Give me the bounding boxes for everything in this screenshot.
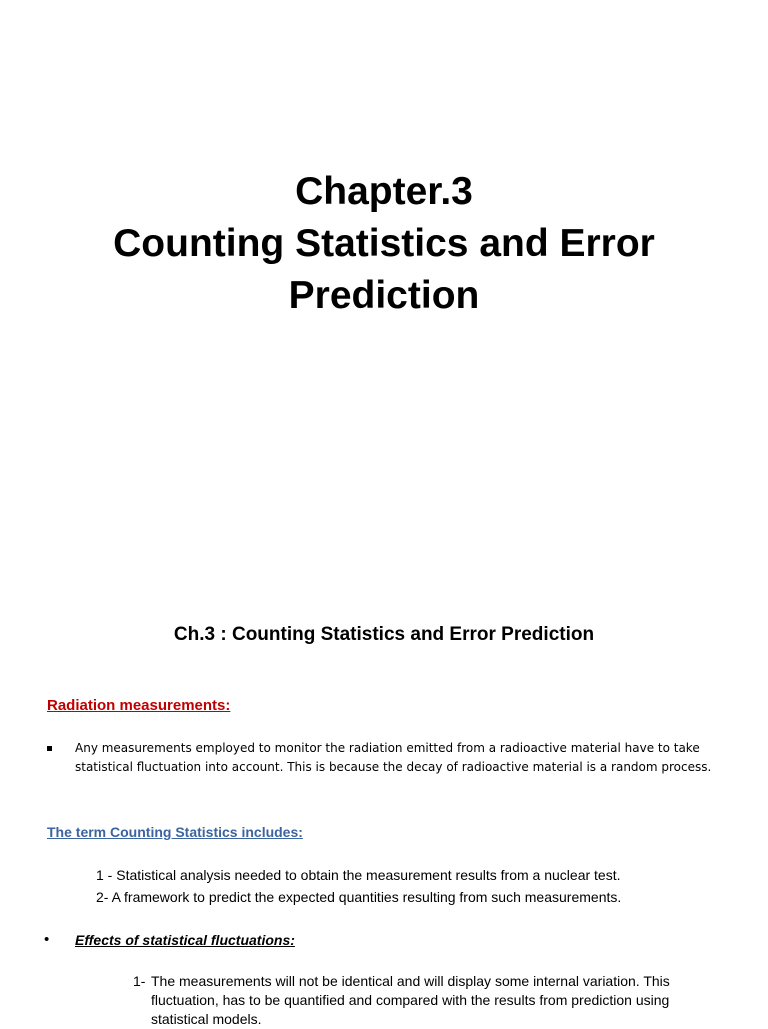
- list-item: 1 - Statistical analysis needed to obtain the measurement results from a nuclear test.: [96, 867, 621, 883]
- square-bullet-icon: [47, 746, 52, 751]
- radiation-measurements-heading: Radiation measurements:: [47, 697, 231, 714]
- chapter-title: [0, 166, 768, 322]
- counting-statistics-heading: The term Counting Statistics includes:: [47, 824, 303, 840]
- list-item-line: The measurements will not be identical and will display some internal variation. This: [151, 973, 670, 989]
- list-item: 2- A framework to predict the expected quantities resulting from such measurements.: [96, 889, 622, 905]
- paragraph-line: Any measurements employed to monitor the radiation emitted from a radioactive material have to take: [75, 741, 700, 755]
- slide-heading: Ch.3 : Counting Statistics and Error Prediction: [173, 624, 595, 645]
- chapter-title-line-2: Counting Statistics and Error: [113, 222, 655, 265]
- paragraph-line: statistical fluctuation into account. This is because the decay of radioactive material is a random process.: [75, 760, 712, 774]
- list-item-line: statistical models.: [151, 1011, 262, 1027]
- chapter-title-line-1: Chapter.3: [295, 170, 473, 213]
- list-item-text: [151, 972, 751, 1029]
- list-item-marker: 1-: [133, 973, 146, 989]
- round-bullet-icon: •: [44, 931, 50, 948]
- chapter-title-line-3: Prediction: [288, 274, 480, 317]
- effects-heading: Effects of statistical fluctuations:: [75, 932, 295, 948]
- list-item-line: fluctuation, has to be quantified and compared with the results from prediction using: [151, 992, 670, 1008]
- counting-statistics-list: [96, 864, 621, 908]
- radiation-measurements-paragraph: [75, 739, 735, 777]
